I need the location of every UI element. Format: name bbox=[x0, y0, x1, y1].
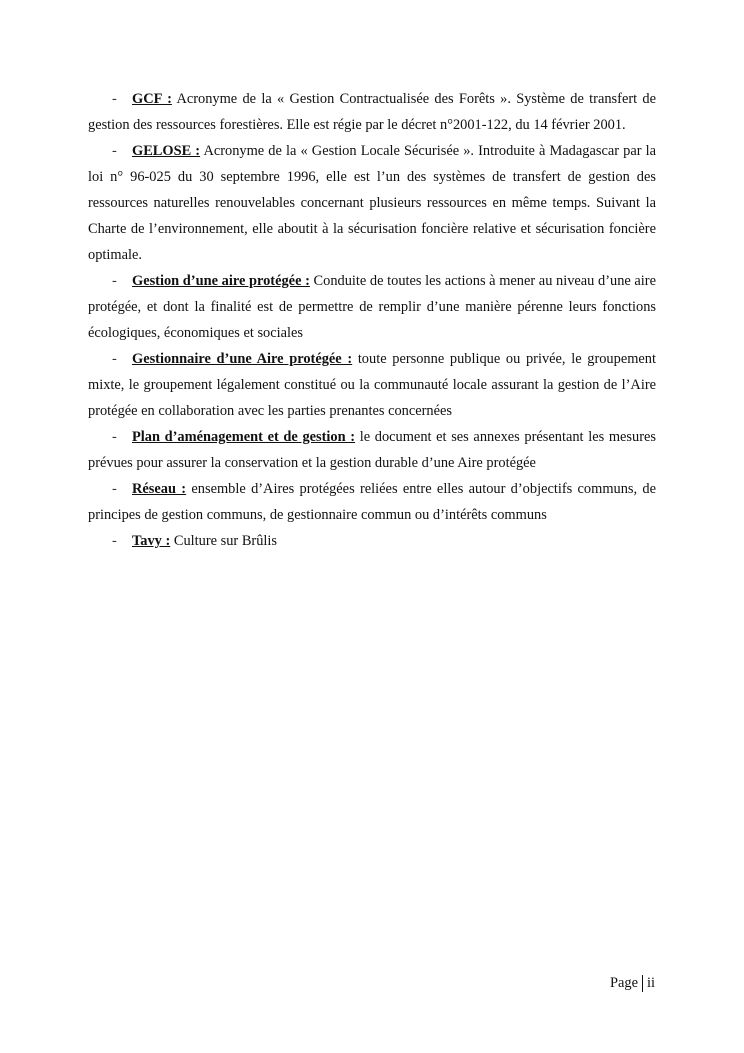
page-footer bbox=[610, 970, 655, 996]
glossary-entry-gestionnaire bbox=[88, 346, 656, 424]
glossary-entry-gestion-aire-protegee bbox=[88, 268, 656, 346]
list-dash: - bbox=[112, 91, 117, 107]
glossary-definition: le document et ses annexes présentant les mesures prévues pour assurer la conservation et la gestion durable d’une Aire protégée bbox=[88, 429, 656, 471]
glossary-term: GELOSE : bbox=[132, 143, 201, 159]
glossary-definition: Culture sur Brûlis bbox=[173, 533, 278, 549]
glossary-definition: Acronyme de la « Gestion Locale Sécurisée ». Introduite à Madagascar par la loi n° 96-025 du 30 septembre 1996, elle est l’un des systèmes de transfert de gestion des ressources naturelles renouvelables concernant plusieurs ressources en même temps. Suivant la Charte de l’environnement, elle aboutit à la sécurisation foncière relative et sécurisation foncière optimale. bbox=[88, 143, 657, 263]
page-number-separator bbox=[642, 975, 643, 992]
glossary-term: Gestion d’une aire protégée : bbox=[132, 273, 310, 289]
glossary-definition: Conduite de toutes les actions à mener au niveau d’une aire protégée, et dont la finalité est de permettre de remplir d’une manière pérenne leurs fonctions écologiques, économiques et sociales bbox=[88, 273, 656, 341]
list-dash: - bbox=[112, 351, 117, 367]
glossary-term: GCF : bbox=[132, 91, 172, 107]
glossary-entry-gelose bbox=[88, 138, 656, 268]
glossary-definition: ensemble d’Aires protégées reliées entre elles autour d’objectifs communs, de principes de gestion communs, de gestionnaire commun ou d’intérêts communs bbox=[88, 481, 656, 523]
glossary-definition: Acronyme de la « Gestion Contractualisée des Forêts ». Système de transfert de gestion des ressources forestières. Elle est régie par le décret n°2001-122, du 14 février 2001. bbox=[88, 91, 656, 133]
glossary-entry-reseau bbox=[88, 476, 656, 528]
glossary-term: Tavy : bbox=[132, 533, 171, 549]
glossary-list bbox=[88, 86, 656, 554]
glossary-term: Réseau : bbox=[132, 481, 187, 497]
list-dash: - bbox=[112, 481, 117, 497]
glossary-term: Plan d’aménagement et de gestion : bbox=[132, 429, 356, 445]
glossary-entry-tavy bbox=[88, 528, 656, 554]
glossary-term: Gestionnaire d’une Aire protégée : bbox=[132, 351, 353, 367]
list-dash: - bbox=[112, 143, 117, 159]
list-dash: - bbox=[112, 429, 117, 445]
glossary-definition: toute personne publique ou privée, le groupement mixte, le groupement légalement constitué ou la communauté locale assurant la gestion de l’Aire protégée en collaboration avec les parties prenantes concernées bbox=[88, 351, 656, 419]
glossary-entry-plan-amenagement bbox=[88, 424, 656, 476]
page-number: ii bbox=[647, 975, 655, 991]
list-dash: - bbox=[112, 533, 117, 549]
list-dash: - bbox=[112, 273, 117, 289]
page-label: Page bbox=[610, 975, 638, 991]
glossary-entry-gcf bbox=[88, 86, 656, 138]
